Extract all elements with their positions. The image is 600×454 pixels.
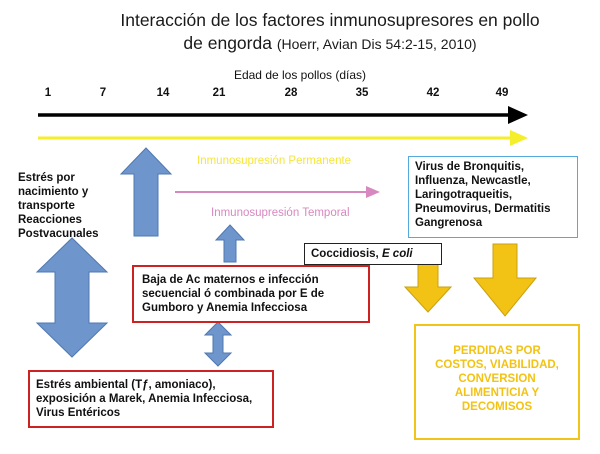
virus-box (408, 156, 578, 238)
yellow-down-arrow-large (474, 244, 536, 316)
losses-box (414, 324, 580, 440)
text-line: Estrés ambiental (Tƒ, amoniaco), (36, 379, 216, 391)
text-line: exposición a Marek, Anemia Infecciosa, (36, 393, 253, 405)
environmental-stress-box (28, 370, 274, 428)
text-line: Postvacunales (18, 228, 99, 240)
coccidiosis-text: Coccidiosis, (311, 248, 382, 260)
birth-stress-text (18, 171, 99, 241)
title-main: de engorda (183, 33, 272, 53)
temporal-label: Inmunosupresión Temporal (211, 207, 350, 219)
text-line: Laringotraqueitis, (415, 189, 513, 201)
tick-label: 35 (355, 87, 369, 99)
text-line: PERDIDAS POR (453, 345, 541, 357)
tick-label: 1 (44, 87, 52, 99)
text-line: Virus Entéricos (36, 407, 121, 419)
text-line: Estrés por (18, 172, 75, 184)
text-line: Virus de Bronquitis, (415, 161, 525, 173)
diagram-title-line1: Interacción de los factores inmunosupresores en pollo (120, 10, 540, 30)
tick-label: 49 (495, 87, 509, 99)
maternal-antibodies-box (132, 265, 370, 323)
text-line: ALIMENTICIA Y (454, 387, 540, 399)
text-line: transporte (18, 200, 75, 212)
text-line: Gumboro y Anemia Infecciosa (142, 302, 308, 314)
text-line: COSTOS, VIABILIDAD, (435, 359, 559, 371)
blue-up-arrow (121, 148, 171, 236)
text-line: Baja de Ac maternos e infección (142, 274, 319, 286)
axis-label: Edad de los pollos (días) (233, 68, 367, 82)
coccidiosis-box (304, 243, 442, 265)
text-line: CONVERSION (458, 373, 536, 385)
permanent-immunosuppression-arrow (38, 130, 528, 146)
text-line: secuencial ó combinada por E de (142, 288, 325, 300)
text-line: Pneumovirus, Dermatitis (415, 203, 551, 215)
temporal-immunosuppression-arrow (175, 186, 380, 198)
tick-label: 7 (99, 87, 107, 99)
age-axis-arrow (38, 106, 528, 124)
diagram-title-line2 (80, 33, 580, 54)
ecoli-text: E coli (381, 248, 413, 260)
title-reference: (Hoerr, Avian Dis 54:2-15, 2010) (276, 36, 477, 52)
tick-label: 28 (284, 87, 298, 99)
blue-double-arrow-left (37, 238, 107, 357)
tick-label: 42 (426, 87, 440, 99)
tick-label: 21 (212, 87, 226, 99)
permanent-label: Inmunosupresión Permanente (197, 155, 352, 167)
text-line: nacimiento y (18, 186, 89, 198)
text-line: DECOMISOS (461, 401, 533, 413)
yellow-down-arrow-small (405, 262, 451, 312)
blue-small-double-arrow (205, 322, 231, 366)
blue-small-up-arrow (216, 225, 244, 262)
text-line: Reacciones (18, 214, 82, 226)
text-line: Gangrenosa (415, 217, 483, 229)
tick-label: 14 (156, 87, 170, 99)
text-line: Influenza, Newcastle, (415, 175, 531, 187)
